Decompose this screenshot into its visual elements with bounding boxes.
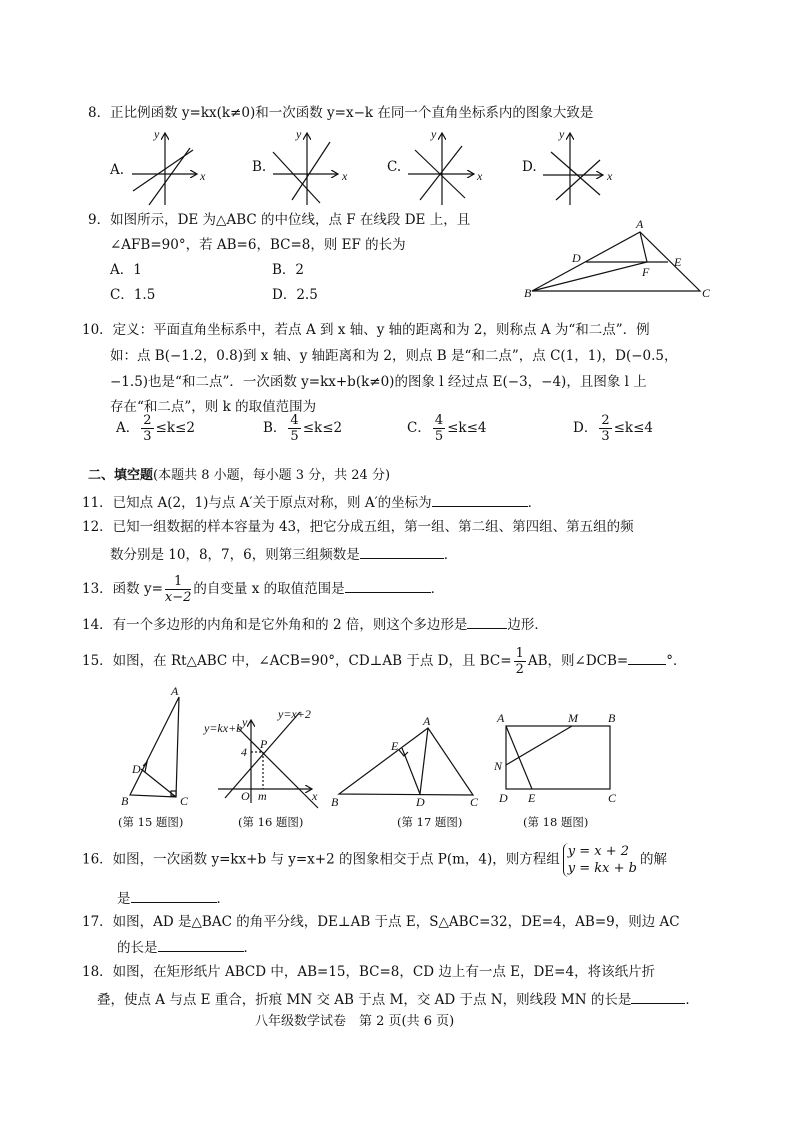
question-text: AB，则∠DCB= xyxy=(527,653,629,669)
question-text: 叠，使点 A 与点 E 重合，折痕 MN 交 AB 于点 M，交 AD 于点 N，则线段 MN 的长是 xyxy=(97,992,632,1008)
point-label: D xyxy=(499,791,508,805)
point-label: C xyxy=(180,794,189,808)
point-label: D xyxy=(416,795,425,809)
punctuation: ． xyxy=(216,891,230,907)
question-text: 11．已知点 A(2，1)与点 A′关于原点对称，则 A′的坐标为 xyxy=(82,495,432,511)
question-18-line1: 18．如图，在矩形纸片 ABCD 中，AB=15，BC=8，CD 边上有一点 E，DE=4，将该纸片折 xyxy=(82,964,656,980)
punctuation: ． xyxy=(430,581,445,597)
question-text: 的长是 xyxy=(117,940,158,956)
denominator: 3 xyxy=(143,429,152,444)
option-label: B． xyxy=(263,420,287,436)
point-label: B xyxy=(524,286,532,300)
punctuation: ． xyxy=(443,547,458,563)
denominator: 3 xyxy=(601,429,610,444)
q8-option-b[interactable]: B. xyxy=(252,159,267,175)
question-9-line1: 9．如图所示，DE 为△ABC 的中位线，点 F 在线段 DE 上，且 xyxy=(88,212,471,228)
point-label: B xyxy=(331,795,339,809)
point-label: A xyxy=(497,711,505,725)
question-12-line1: 12．已知一组数据的样本容量为 43，把它分成五组，第一组、第二组、第四组、第五组的频 xyxy=(82,519,634,535)
question-text: 14．有一个多边形的内角和是它外角和的 2 倍，则这个多边形是 xyxy=(82,617,468,633)
point-label: D xyxy=(132,762,141,776)
question-text: 15．如图，在 Rt△ABC 中，∠ACB=90°，CD⊥AB 于点 D，且 BC= xyxy=(82,653,512,669)
q9-triangle-figure xyxy=(524,217,711,300)
numerator: 2 xyxy=(143,413,152,428)
point-label: E xyxy=(391,739,399,753)
option-text: ≤k≤4 xyxy=(613,420,654,436)
figure-17 xyxy=(331,714,479,829)
point-label: P xyxy=(260,737,268,751)
line-label: y=kx+b xyxy=(204,721,243,735)
page-footer: 八年级数学试卷 第 2 页(共 6 页) xyxy=(255,1014,455,1029)
question-17-line1: 17．如图，AD 是△BAC 的角平分线，DE⊥AB 于点 E，S△ABC=32，DE=4，AB=9，则边 AC xyxy=(82,914,680,930)
numerator: 4 xyxy=(434,413,444,428)
q9-option-d[interactable]: D．2.5 xyxy=(272,287,318,303)
tick-label: m xyxy=(258,789,267,803)
point-label: C xyxy=(470,795,479,809)
question-text: 16．如图，一次函数 y=kx+b 与 y=x+2 的图象相交于点 P(m，4)，则方程组 xyxy=(82,851,560,868)
q9-option-c[interactable]: C．1.5 xyxy=(110,287,156,303)
question-text: 13．函数 y= xyxy=(82,581,163,597)
punctuation: °． xyxy=(666,653,687,669)
numerator: 2 xyxy=(601,413,610,428)
q8-option-d[interactable]: D. xyxy=(522,159,537,175)
question-10-line1: 10．定义：平面直角坐标系中，若点 A 到 x 轴、y 轴的距离和为 2，则称点 A 为“和二点”．例 xyxy=(82,322,650,338)
figure-18 xyxy=(493,711,617,829)
point-label: E xyxy=(674,255,682,269)
point-label: B xyxy=(121,794,129,808)
figure-16 xyxy=(203,707,318,829)
origin-label: O xyxy=(241,789,250,803)
question-text: 边形． xyxy=(507,617,548,633)
punctuation: ． xyxy=(685,992,699,1008)
option-label: C． xyxy=(407,420,431,436)
point-label: D xyxy=(572,251,581,265)
section-title: 二、填空题 xyxy=(88,468,154,483)
figure-15 xyxy=(118,684,189,829)
option-text: ≤k≤2 xyxy=(302,420,343,436)
question-text: 的自变量 x 的取值范围是 xyxy=(193,581,345,597)
q8-graph-d[interactable] xyxy=(543,127,613,205)
option-text: ≤k≤4 xyxy=(447,420,487,436)
line-label: y=x+2 xyxy=(278,707,311,721)
point-label: A xyxy=(423,714,431,728)
figure-caption: (第 16 题图) xyxy=(238,815,304,829)
y-axis-label: y xyxy=(296,127,302,141)
y-axis-label: y xyxy=(559,127,565,141)
x-axis-label: x xyxy=(342,169,348,183)
numerator: 4 xyxy=(290,413,299,428)
q8-option-a[interactable]: A. xyxy=(110,162,125,178)
question-9-line2: ∠AFB=90°，若 AB=6，BC=8，则 EF 的长为 xyxy=(110,237,406,253)
option-label: A． xyxy=(116,420,140,436)
figure-caption: (第 17 题图) xyxy=(397,815,463,829)
tick-label: 4 xyxy=(241,745,247,759)
point-label: N xyxy=(494,759,503,773)
x-axis-label: x xyxy=(200,169,206,183)
q9-option-a[interactable]: A．1 xyxy=(110,262,142,278)
x-axis-label: x xyxy=(477,169,483,183)
question-10-line2: 如：点 B(−1.2，0.8)到 x 轴、y 轴距离和为 2，则点 B 是“和二点”，点 C(1，1)，D(−0.5， xyxy=(110,348,678,364)
question-10-line4: 存在“和二点”，则 k 的取值范围为 xyxy=(110,399,317,415)
question-text: 的解 xyxy=(639,851,667,868)
q8-graph-a[interactable] xyxy=(132,127,206,205)
denominator: 5 xyxy=(434,429,444,444)
denominator: 5 xyxy=(290,429,299,444)
point-label: F xyxy=(642,265,650,279)
numerator: 1 xyxy=(165,574,192,590)
question-text: 是 xyxy=(117,891,131,907)
y-axis-label: y xyxy=(431,127,437,141)
equation-2: y = kx + b xyxy=(567,861,637,876)
question-8-text: 8．正比例函数 y=kx(k≠0)和一次函数 y=x−k 在同一个直角坐标系内的图象大致是 xyxy=(88,105,594,121)
question-10-line3: −1.5)也是“和二点”．一次函数 y=kx+b(k≠0)的图象 l 经过点 E(−3，−4)，且图象 l 上 xyxy=(110,374,647,390)
point-label: B xyxy=(608,711,616,725)
figure-caption: (第 15 题图) xyxy=(118,815,184,829)
option-label: D． xyxy=(573,420,598,436)
denominator: x−2 xyxy=(164,590,192,605)
point-label: A xyxy=(171,684,179,698)
equation-1: y = x + 2 xyxy=(567,844,630,859)
point-label: C xyxy=(702,286,711,300)
q9-option-b[interactable]: B．2 xyxy=(272,262,305,278)
denominator: 2 xyxy=(515,662,524,677)
numerator: 1 xyxy=(515,646,524,661)
q8-graph-b[interactable] xyxy=(273,127,348,205)
punctuation: ． xyxy=(527,495,542,511)
point-label: M xyxy=(568,711,578,725)
point-label: C xyxy=(608,791,617,805)
point-label: E xyxy=(528,791,536,805)
figure-caption: (第 18 题图) xyxy=(523,815,589,829)
punctuation: ． xyxy=(243,940,257,956)
x-axis-label: x xyxy=(607,169,613,183)
q8-option-c[interactable]: C. xyxy=(387,159,402,175)
point-label: A xyxy=(636,217,644,231)
q8-graph-c[interactable] xyxy=(408,127,483,205)
axis-label: x xyxy=(312,789,318,803)
y-axis-label: y xyxy=(154,127,160,141)
question-text: 数分别是 10，8，7，6，则第三组频数是 xyxy=(110,547,360,563)
option-text: ≤k≤2 xyxy=(155,420,195,436)
axis-label: y xyxy=(242,715,248,729)
section-note: (本题共 8 小题，每小题 3 分，共 24 分) xyxy=(153,468,391,483)
